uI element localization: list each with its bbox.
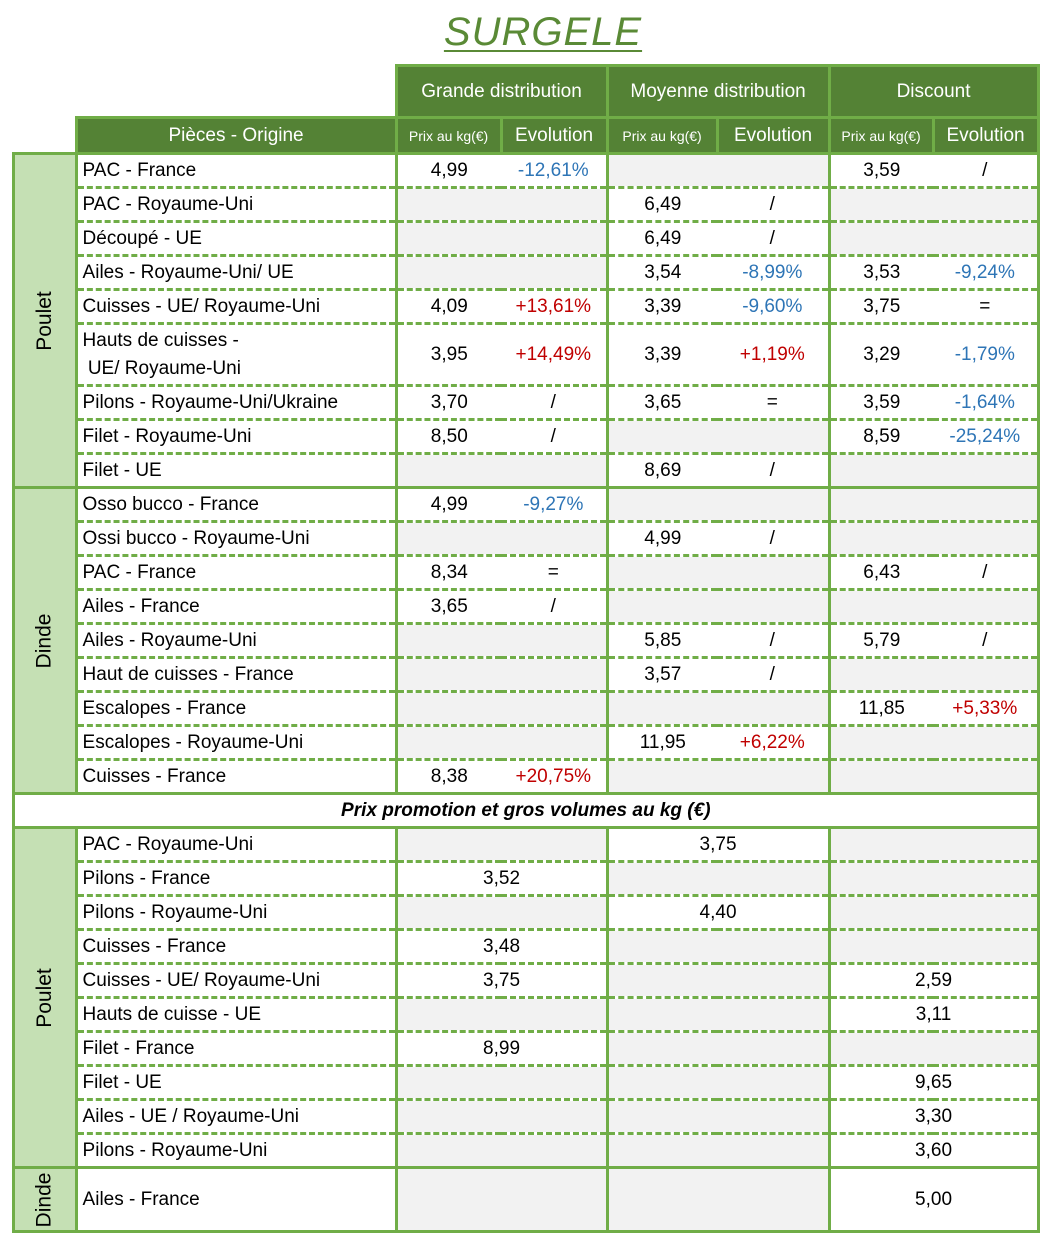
price-cell: 3,54 (607, 256, 717, 290)
piece-origin: Hauts de cuisse - UE (76, 998, 396, 1032)
piece-origin: PAC - Royaume-Uni (76, 188, 396, 222)
piece-origin: Escalopes - France (76, 692, 396, 726)
promo-price-cell (607, 1066, 829, 1100)
price-cell (829, 454, 933, 488)
evolution-cell: / (933, 556, 1038, 590)
table-row (14, 488, 1039, 522)
price-cell (607, 590, 717, 624)
table-row (14, 454, 1039, 488)
price-cell (396, 256, 501, 290)
table-row (14, 1134, 1039, 1168)
evolution-cell: = (501, 556, 607, 590)
evolution-cell (501, 222, 607, 256)
table-row (14, 862, 1039, 896)
price-cell: 3,53 (829, 256, 933, 290)
category-cell (14, 154, 77, 488)
table-row (14, 726, 1039, 760)
price-cell (829, 590, 933, 624)
promo-price-cell: 5,00 (829, 1168, 1038, 1232)
category-cell (14, 828, 77, 1168)
evolution-cell: +20,75% (501, 760, 607, 794)
table-row (14, 154, 1039, 188)
evolution-cell: -25,24% (933, 420, 1038, 454)
header-md-price: Prix au kg(€) (607, 118, 717, 154)
table-row (14, 930, 1039, 964)
piece-origin: Ailes - France (76, 590, 396, 624)
price-cell: 5,85 (607, 624, 717, 658)
table-row (14, 188, 1039, 222)
price-cell (829, 658, 933, 692)
price-cell: 11,85 (829, 692, 933, 726)
evolution-cell (933, 590, 1038, 624)
price-cell (829, 488, 933, 522)
category-cell (14, 488, 77, 794)
price-cell: 5,79 (829, 624, 933, 658)
promo-price-cell (829, 930, 1038, 964)
header-pieces-origine: Pièces - Origine (76, 118, 396, 154)
promo-header-row (14, 794, 1039, 828)
evolution-cell (717, 154, 829, 188)
price-cell (829, 760, 933, 794)
evolution-cell (501, 454, 607, 488)
piece-origin: Cuisses - France (76, 930, 396, 964)
evolution-cell (933, 726, 1038, 760)
price-cell (829, 222, 933, 256)
table-row (14, 386, 1039, 420)
price-cell (396, 522, 501, 556)
piece-origin: Découpé - UE (76, 222, 396, 256)
promo-price-cell (396, 1168, 607, 1232)
table-row (14, 222, 1039, 256)
evolution-cell (933, 222, 1038, 256)
promo-price-cell (607, 964, 829, 998)
promo-price-cell (829, 896, 1038, 930)
price-cell: 8,59 (829, 420, 933, 454)
table-row (14, 556, 1039, 590)
promo-price-cell: 3,52 (396, 862, 607, 896)
piece-origin: Filet - France (76, 1032, 396, 1066)
promo-price-cell (607, 1168, 829, 1232)
price-cell: 8,34 (396, 556, 501, 590)
evolution-cell: +14,49% (501, 324, 607, 386)
evolution-cell (501, 692, 607, 726)
evolution-cell: / (933, 624, 1038, 658)
evolution-cell (933, 188, 1038, 222)
price-cell (829, 188, 933, 222)
price-cell: 3,70 (396, 386, 501, 420)
price-cell: 4,99 (396, 154, 501, 188)
table-row (14, 624, 1039, 658)
price-cell: 8,38 (396, 760, 501, 794)
promo-price-cell (396, 1134, 607, 1168)
price-cell: 3,59 (829, 386, 933, 420)
promo-price-cell (396, 828, 607, 862)
page-title: SURGELE (443, 10, 643, 54)
piece-origin: Ailes - Royaume-Uni (76, 624, 396, 658)
price-cell (396, 222, 501, 256)
evolution-cell (933, 522, 1038, 556)
table-row (14, 692, 1039, 726)
category-label: Poulet (32, 290, 56, 351)
evolution-cell (501, 624, 607, 658)
corner-blank-2 (14, 118, 77, 154)
piece-origin: Haut de cuisses - France (76, 658, 396, 692)
price-cell (396, 692, 501, 726)
price-cell: 8,69 (607, 454, 717, 488)
evolution-cell: / (933, 154, 1038, 188)
evolution-cell (717, 556, 829, 590)
category-label: Dinde (32, 1172, 56, 1227)
evolution-cell: / (717, 188, 829, 222)
evolution-cell: / (501, 386, 607, 420)
piece-origin: Filet - UE (76, 1066, 396, 1100)
price-cell: 3,65 (607, 386, 717, 420)
evolution-cell (501, 256, 607, 290)
price-cell: 8,50 (396, 420, 501, 454)
price-cell: 3,57 (607, 658, 717, 692)
table-row (14, 658, 1039, 692)
price-cell: 6,49 (607, 188, 717, 222)
evolution-cell (717, 590, 829, 624)
piece-origin: Pilons - Royaume-Uni (76, 896, 396, 930)
table-row (14, 290, 1039, 324)
price-cell: 4,99 (607, 522, 717, 556)
table-row (14, 1100, 1039, 1134)
evolution-cell (933, 488, 1038, 522)
promo-price-cell (607, 1134, 829, 1168)
promo-price-cell (396, 896, 607, 930)
evolution-cell: -12,61% (501, 154, 607, 188)
price-cell (607, 154, 717, 188)
promo-price-cell: 8,99 (396, 1032, 607, 1066)
evolution-cell: -9,27% (501, 488, 607, 522)
evolution-cell: / (501, 590, 607, 624)
price-cell (829, 726, 933, 760)
header-gd-evolution: Evolution (501, 118, 607, 154)
piece-origin: Ailes - Royaume-Uni/ UE (76, 256, 396, 290)
piece-origin: PAC - France (76, 154, 396, 188)
piece-origin: Pilons - Royaume-Uni (76, 1134, 396, 1168)
evolution-cell (717, 760, 829, 794)
evolution-cell: = (933, 290, 1038, 324)
piece-origin: PAC - France (76, 556, 396, 590)
promo-price-cell: 3,48 (396, 930, 607, 964)
table-row (14, 590, 1039, 624)
evolution-cell: -9,60% (717, 290, 829, 324)
price-cell (396, 726, 501, 760)
evolution-cell (717, 420, 829, 454)
table-row (14, 522, 1039, 556)
promo-price-cell: 4,40 (607, 896, 829, 930)
evolution-cell (933, 760, 1038, 794)
table-row (14, 828, 1039, 862)
evolution-cell (933, 454, 1038, 488)
table-row (14, 324, 1039, 386)
evolution-cell: / (717, 522, 829, 556)
category-cell (14, 1168, 77, 1232)
evolution-cell: +13,61% (501, 290, 607, 324)
table-row (14, 256, 1039, 290)
price-cell: 3,39 (607, 290, 717, 324)
table-row (14, 1066, 1039, 1100)
price-cell (607, 692, 717, 726)
price-cell: 3,29 (829, 324, 933, 386)
promo-price-cell (607, 862, 829, 896)
evolution-cell: -9,24% (933, 256, 1038, 290)
price-cell: 4,99 (396, 488, 501, 522)
promo-price-cell: 3,60 (829, 1134, 1038, 1168)
evolution-cell: +6,22% (717, 726, 829, 760)
promo-price-cell (396, 998, 607, 1032)
evolution-cell: +1,19% (717, 324, 829, 386)
header-discount: Discount (829, 66, 1038, 118)
piece-origin: Osso bucco - France (76, 488, 396, 522)
piece-origin: Cuisses - UE/ Royaume-Uni (76, 290, 396, 324)
price-cell: 3,75 (829, 290, 933, 324)
header-grande-distribution: Grande distribution (396, 66, 607, 118)
header-md-evolution: Evolution (717, 118, 829, 154)
promo-price-cell (829, 862, 1038, 896)
table-row (14, 964, 1039, 998)
evolution-cell: / (717, 624, 829, 658)
table-row (14, 420, 1039, 454)
table-row (14, 998, 1039, 1032)
piece-origin: PAC - Royaume-Uni (76, 828, 396, 862)
corner-blank (14, 66, 397, 118)
evolution-cell: / (717, 658, 829, 692)
piece-origin: Pilons - Royaume-Uni/Ukraine (76, 386, 396, 420)
promo-price-cell: 3,11 (829, 998, 1038, 1032)
promo-price-cell (607, 930, 829, 964)
evolution-cell (717, 488, 829, 522)
promo-price-cell (607, 998, 829, 1032)
price-cell (396, 624, 501, 658)
price-cell: 3,95 (396, 324, 501, 386)
piece-origin: Filet - UE (76, 454, 396, 488)
promo-price-cell: 3,30 (829, 1100, 1038, 1134)
price-table (12, 64, 1040, 1233)
promo-price-cell: 3,75 (607, 828, 829, 862)
promo-price-cell (829, 828, 1038, 862)
piece-line: UE/ Royaume-Uni (82, 357, 241, 379)
piece-origin: Ossi bucco - Royaume-Uni (76, 522, 396, 556)
price-cell (396, 658, 501, 692)
promo-price-cell: 3,75 (396, 964, 607, 998)
price-cell (607, 760, 717, 794)
promo-price-cell: 9,65 (829, 1066, 1038, 1100)
piece-origin: Cuisses - France (76, 760, 396, 794)
promo-price-cell (607, 1032, 829, 1066)
category-label: Poulet (32, 967, 56, 1028)
price-cell (607, 420, 717, 454)
table-row (14, 1168, 1039, 1232)
price-cell: 4,09 (396, 290, 501, 324)
price-cell: 3,59 (829, 154, 933, 188)
price-cell (396, 188, 501, 222)
price-cell (607, 556, 717, 590)
evolution-cell (501, 522, 607, 556)
price-cell: 6,43 (829, 556, 933, 590)
promo-price-cell (396, 1100, 607, 1134)
piece-origin (76, 324, 396, 386)
evolution-cell: -1,79% (933, 324, 1038, 386)
evolution-cell: / (717, 454, 829, 488)
evolution-cell: -1,64% (933, 386, 1038, 420)
evolution-cell (501, 188, 607, 222)
evolution-cell: / (501, 420, 607, 454)
evolution-cell (717, 692, 829, 726)
evolution-cell (501, 726, 607, 760)
price-cell: 6,49 (607, 222, 717, 256)
evolution-cell: = (717, 386, 829, 420)
promo-price-cell (607, 1100, 829, 1134)
piece-line: Hauts de cuisses - (82, 329, 239, 351)
table-row (14, 1032, 1039, 1066)
price-cell: 3,65 (396, 590, 501, 624)
category-label: Dinde (32, 613, 56, 668)
price-cell: 3,39 (607, 324, 717, 386)
promo-title: Prix promotion et gros volumes au kg (€) (14, 794, 1039, 828)
evolution-cell (501, 658, 607, 692)
piece-origin: Pilons - France (76, 862, 396, 896)
promo-price-cell (829, 1032, 1038, 1066)
promo-price-cell (396, 1066, 607, 1100)
header-moyenne-distribution: Moyenne distribution (607, 66, 829, 118)
header-gd-price: Prix au kg(€) (396, 118, 501, 154)
evolution-cell: -8,99% (717, 256, 829, 290)
piece-origin: Escalopes - Royaume-Uni (76, 726, 396, 760)
evolution-cell: / (717, 222, 829, 256)
table-row (14, 760, 1039, 794)
promo-price-cell: 2,59 (829, 964, 1038, 998)
header-d-evolution: Evolution (933, 118, 1038, 154)
price-cell (607, 488, 717, 522)
piece-origin: Ailes - UE / Royaume-Uni (76, 1100, 396, 1134)
price-cell (396, 454, 501, 488)
piece-origin: Ailes - France (76, 1168, 396, 1232)
table-row (14, 896, 1039, 930)
evolution-cell (933, 658, 1038, 692)
piece-origin: Filet - Royaume-Uni (76, 420, 396, 454)
piece-origin: Cuisses - UE/ Royaume-Uni (76, 964, 396, 998)
header-d-price: Prix au kg(€) (829, 118, 933, 154)
price-cell (829, 522, 933, 556)
price-cell: 11,95 (607, 726, 717, 760)
evolution-cell: +5,33% (933, 692, 1038, 726)
